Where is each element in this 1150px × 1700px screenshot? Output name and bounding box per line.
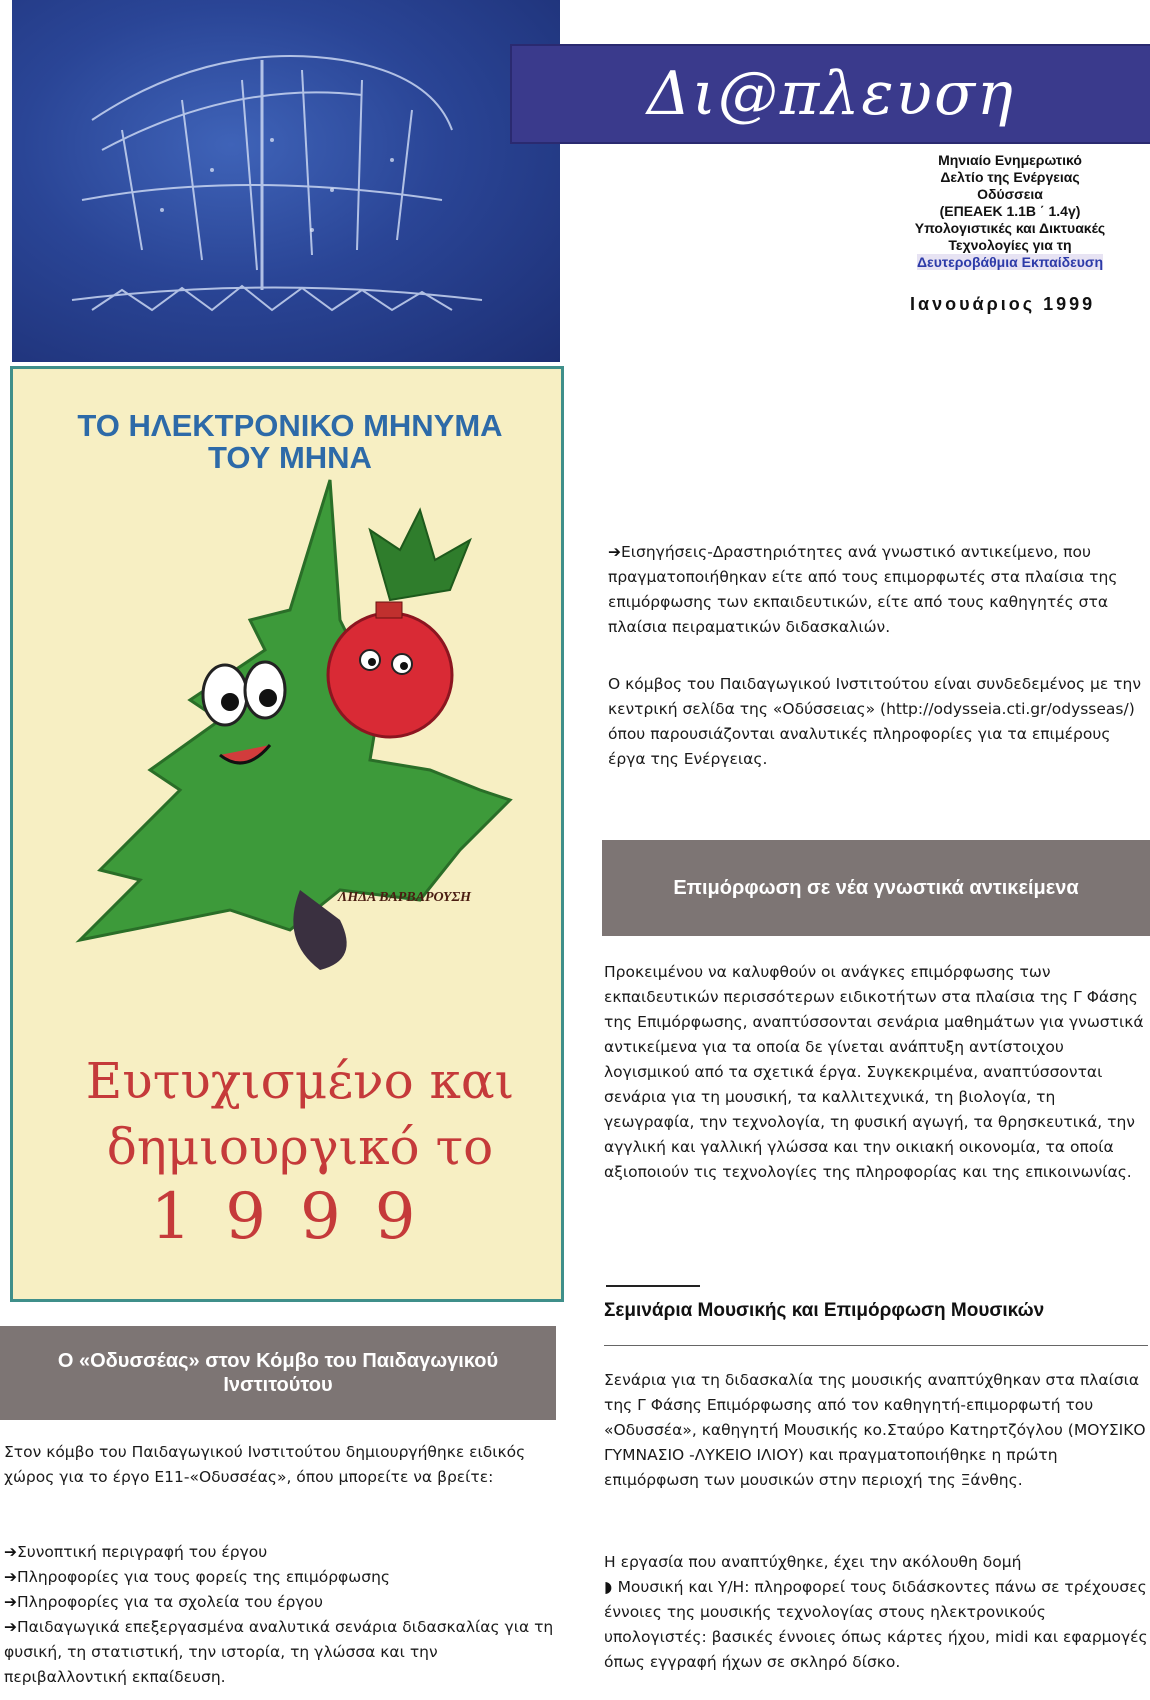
greeting-line: Ευτυχισμένο και xyxy=(85,1052,515,1110)
node-note: Ο κόμβος του Παιδαγωγικού Ινστιτούτου είναι συνδεδεμένος με την κεντρική σελίδα της «Οδύσσειας» (http://odysseia.cti.gr/odysseas/) όπου παρουσιάζονται αναλυτικές πληροφορίες για τα επιμέρους έργα της Ενέργειας. xyxy=(608,675,1141,768)
arrow-right-icon: ➔ xyxy=(608,543,621,561)
subtitle-line: (ΕΠΕΑΕΚ 1.1Β ΄ 1.4γ) xyxy=(939,203,1081,219)
ornament-ball xyxy=(328,613,452,737)
divider xyxy=(604,1345,1148,1346)
newsletter-title: Δι@πλευση xyxy=(647,59,1015,129)
list-item: ➔Παιδαγωγικά επεξεργασμένα αναλυτικά σενάρια διδασκαλίας για τη φυσική, τη στατιστική, την ιστορία, τη γλώσσα και την περιβαλλοντική εκπαίδευση. xyxy=(4,1618,554,1686)
section-header-training xyxy=(602,840,1150,936)
list-item: ➔Πληροφορίες για τους φορείς της επιμόρφωσης xyxy=(4,1568,390,1586)
arrow-right-icon: ➔ xyxy=(4,1568,17,1586)
section-title: Επιμόρφωση σε νέα γνωστικά αντικείμενα xyxy=(673,876,1079,899)
arrow-right-icon: ➔ xyxy=(4,1618,17,1636)
artist-signature: ΛΗΔΑ ΒΑΡΒΑΡΟΥΣΗ xyxy=(338,890,472,905)
subtitle-highlight: Δευτεροβάθμια Εκπαίδευση xyxy=(916,254,1103,270)
odyssey-intro: Στον κόμβο του Παιδαγωγικού Ινστιτούτου δημιουργήθηκε ειδικός χώρος για το έργο Ε11-«Οδυσσέας», όπου μπορείτε να βρείτε: xyxy=(4,1443,526,1486)
list-item: ➔Πληροφορίες για τα σχολεία του έργου xyxy=(4,1593,323,1611)
structure-item xyxy=(604,1575,1148,1675)
seminar-paragraph: Σενάρια για τη διδασκαλία της μουσικής αναπτύχθηκαν στα πλαίσια της Γ Φάσης Επιμόρφωσης από τον καθηγητή-επιμορφωτή του «Οδυσσέα», καθηγητή Μουσικής κο.Σταύρο Κατηρτζόγλου (ΜΟΥΣΙΚΟ ΓΥΜΝΑΣΙΟ -ΛΥΚΕΙΟ ΙΛΙΟΥ) και πραγματοποιήθηκε η πρώτη επιμόρφωση των μουσικών στην περιοχή της Ξάνθης. xyxy=(604,1371,1146,1489)
subtitle-line: Μηνιαίο Ενημερωτικό xyxy=(938,152,1082,168)
ship-sketch-illustration xyxy=(12,0,560,362)
divider xyxy=(606,1285,700,1287)
activities-text: Εισηγήσεις-Δραστηριότητες ανά γνωστικό αντικείμενο, που πραγματοποιήθηκαν είτε από τους επιμορφωτές στα πλαίσια της επιμόρφωσης των εκπαιδευτικών, είτε από τους καθηγητές στα πλαίσια πειραματικών διδασκαλιών. xyxy=(608,543,1118,636)
greeting-text xyxy=(80,1048,520,1180)
issue-date: Ιανουάριος 1999 xyxy=(910,294,1096,314)
masthead-banner xyxy=(510,44,1150,144)
subtitle-line: Οδύσσεια xyxy=(977,186,1043,202)
bullet-icon: ◗ xyxy=(604,1578,618,1596)
arrow-right-icon: ➔ xyxy=(4,1593,17,1611)
section-title: Ο «Οδυσσέας» στον Κόμβο του Παιδαγωγικού Ινστιτούτου xyxy=(57,1350,499,1396)
christmas-tree-illustration xyxy=(40,470,540,990)
arrow-right-icon: ➔ xyxy=(4,1543,17,1561)
activities-bullet xyxy=(608,540,1148,640)
card-title: ΤΟ ΗΛΕΚΤΡΟΝΙΚΟ ΜΗΝΥΜΑ ΤΟΥ ΜΗΝΑ xyxy=(77,408,503,475)
structure-item-text: Μουσική και Υ/Η: πληροφορεί τους διδάσκοντες πάνω σε τρέχουσες έννοιες της μουσικής τεχνολογίας στους ηλεκτρονικούς υπολογιστές: βασικές έννοιες όπως κάρτες ήχου, midi και εφαρμογές όπως εγγραφή ήχων σε σκληρό δίσκο. xyxy=(604,1578,1148,1671)
subtitle-line: Δελτίο της Ενέργειας xyxy=(940,169,1080,185)
structure-paragraph xyxy=(604,1550,1148,1675)
list-item: ➔Συνοπτική περιγραφή του έργου xyxy=(4,1543,268,1561)
cover-artwork xyxy=(12,0,560,362)
newsletter-subtitle xyxy=(860,152,1150,271)
training-paragraph: Προκειμένου να καλυφθούν οι ανάγκες επιμόρφωσης των εκπαιδευτικών περισσότερων ειδικοτήτων στα πλαίσια της Γ Φάσης της Επιμόρφωσης, αναπτύσσονται σενάρια μαθημάτων για γνωστικά αντικείμενα για τα οποία δε γίνεται ανάπτυξη αντίστοιχου λογισμικού από τα σχετικά έργα. Συγκεκριμένα, αναπτύσσονται σενάρια για τη μουσική, τα καλλιτεχνικά, τη βιολογία, τη γεωγραφία, την τεχνολογία, τη φυσική αγωγή, τα θρησκευτικά, την αγγλική και γαλλική γλώσσα και την οικιακή οικονομία, τα οποία αξιοποιούν τις τεχνολογίες της πληροφορίας και της επικοινωνίας. xyxy=(604,963,1144,1181)
holly-leaves xyxy=(370,510,470,600)
subtitle-line: Υπολογιστικές και Δικτυακές xyxy=(914,220,1106,236)
structure-intro: Η εργασία που αναπτύχθηκε, έχει την ακόλουθη δομή xyxy=(604,1553,1022,1571)
section-header-odyssey xyxy=(0,1326,556,1420)
subtitle-line: Τεχνολογίες για τη xyxy=(948,237,1072,253)
tree-shape xyxy=(80,480,510,940)
greeting-line: δημιουργικό το xyxy=(106,1118,494,1176)
odyssey-resource-list xyxy=(4,1540,560,1690)
greeting-year: 1999 xyxy=(150,1180,450,1254)
seminar-heading: Σεμινάρια Μουσικής και Επιμόρφωση Μουσικών xyxy=(604,1300,1045,1321)
